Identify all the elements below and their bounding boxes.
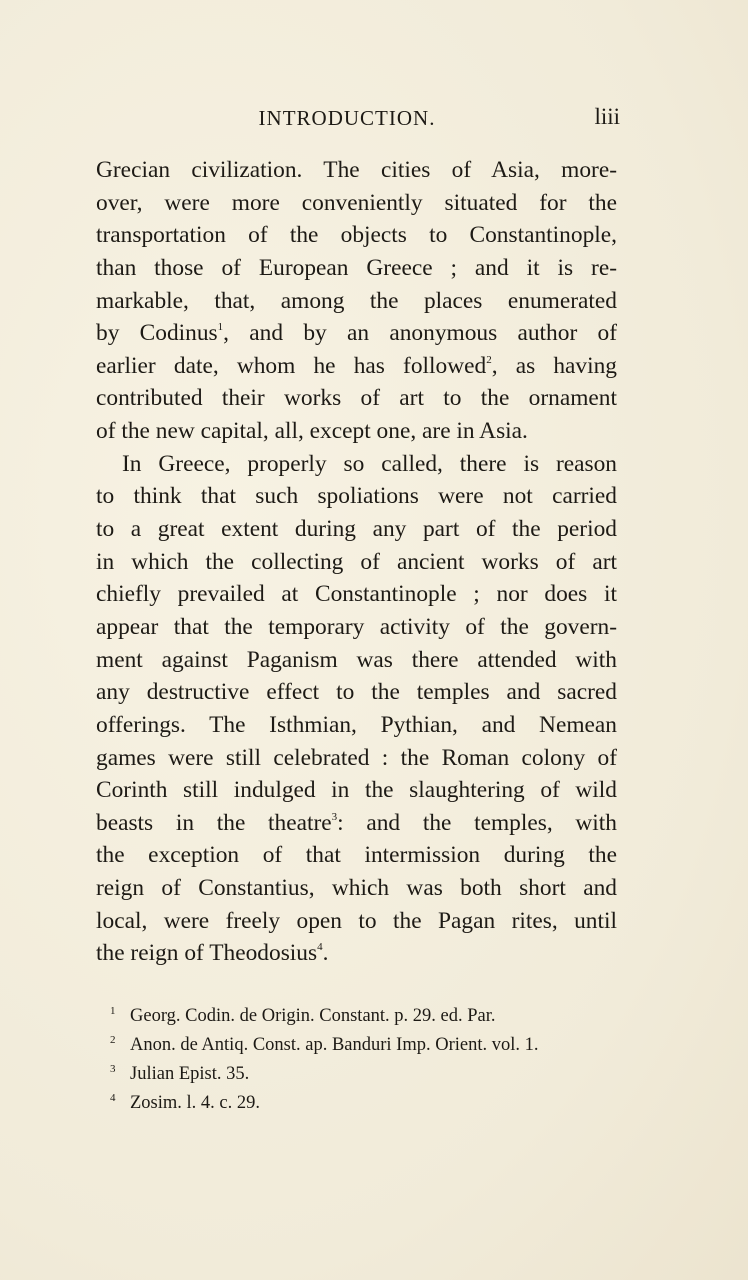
text-line: offerings. The Isthmian, Pythian, and Nemean — [96, 711, 617, 738]
text-fragment: by Codinus — [96, 320, 218, 347]
footnote-ref: 4 — [317, 941, 323, 954]
footnote-text: Anon. de Antiq. Const. ap. Banduri Imp. Orient. vol. 1. — [130, 1035, 539, 1055]
page-header — [96, 104, 622, 136]
text-fragment: : and the temples, with — [337, 809, 617, 836]
text-line: to think that such spoliations were not carried — [96, 483, 617, 510]
text-line: markable, that, among the places enumerated — [96, 287, 617, 314]
text-fragment: , and by an anonymous author of — [223, 320, 617, 347]
footnote-ref: 1 — [217, 321, 224, 334]
footnote-ref: 2 — [486, 353, 492, 366]
page-number: liii — [594, 104, 620, 129]
footnote-text: Zosim. l. 4. c. 29. — [130, 1093, 261, 1113]
text-fragment: . — [322, 940, 329, 967]
footnote: 2 Anon. de Antiq. Const. ap. Banduri Imp. Orient. vol. 1. — [110, 1034, 539, 1055]
text-line: to a great extent during any part of the period — [96, 516, 617, 543]
footnotes — [110, 1002, 620, 1118]
footnote: 1 Georg. Codin. de Origin. Constant. p. 29. ed. Par. — [110, 1005, 496, 1026]
footnote: 4 Zosim. l. 4. c. 29. — [110, 1092, 261, 1113]
text-line: ment against Paganism was there attended with — [96, 646, 617, 673]
text-fragment: beasts in the theatre — [96, 809, 332, 836]
text-line: over, were more conveniently situated for the — [96, 189, 617, 216]
text-line: transportation of the objects to Constantinople, — [96, 222, 617, 249]
text-line — [96, 317, 617, 350]
footnote: 3 Julian Epist. 35. — [110, 1063, 250, 1084]
text-line — [96, 807, 617, 840]
footnote-text: Georg. Codin. de Origin. Constant. p. 29. ed. Par. — [130, 1006, 496, 1026]
body-text — [96, 154, 617, 970]
text-line: games were still celebrated : the Roman colony of — [96, 744, 617, 771]
text-line: Corinth still indulged in the slaughtering of wild — [96, 777, 617, 804]
text-line: reign of Constantius, which was both short and — [96, 875, 617, 902]
text-fragment: earlier date, whom he has followed — [96, 352, 487, 379]
text-line: of the new capital, all, except one, are in Asia. — [96, 418, 528, 445]
text-fragment: , as having — [491, 352, 617, 379]
text-line: in which the collecting of ancient works of art — [96, 548, 617, 575]
text-line: than those of European Greece ; and it is re- — [96, 254, 617, 281]
text-line — [96, 350, 617, 383]
text-line — [96, 937, 617, 970]
text-line: In Greece, properly so called, there is reason — [122, 450, 617, 477]
text-line: chiefly prevailed at Constantinople ; nor does it — [96, 581, 617, 608]
footnote-text: Julian Epist. 35. — [130, 1064, 250, 1084]
text-line: appear that the temporary activity of the govern- — [96, 613, 617, 640]
text-fragment: the reign of Theodosius — [96, 940, 318, 967]
text-line: local, were freely open to the Pagan rites, until — [96, 907, 617, 934]
text-line: any destructive effect to the temples and sacred — [96, 679, 617, 706]
text-line: Grecian civilization. The cities of Asia, more- — [96, 157, 617, 183]
text-line: contributed their works of art to the ornament — [96, 385, 617, 412]
running-head: INTRODUCTION. — [258, 106, 436, 130]
footnote-ref: 3 — [331, 810, 338, 823]
text-line: the exception of that intermission during the — [96, 842, 617, 869]
